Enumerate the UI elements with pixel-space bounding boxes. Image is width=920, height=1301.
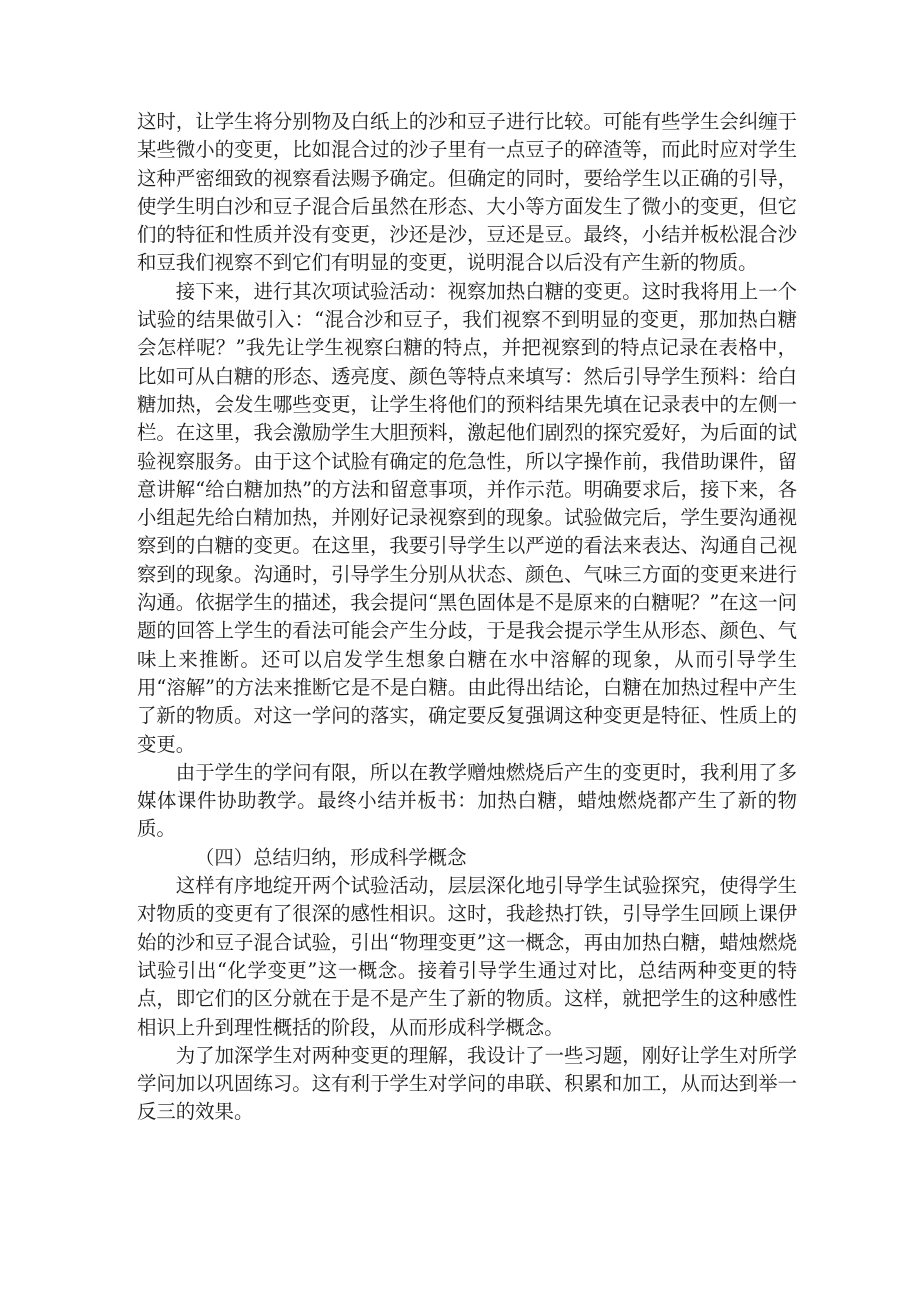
document-body xyxy=(137,108,797,1127)
paragraph-heating-sugar-experiment: 接下来，进行其次项试验活动：视察加热白糖的变更。这时我将用上一个试验的结果做引入：“混合沙和豆子，我们视察不到明显的变更，那加热白糖会怎样呢？”我先让学生视察臼糖的特点，并把视察到的特点记录在表格中，比如可从白糖的形态、透亮度、颜色等特点来填写：然后引导学生预料：给白糖加热，会发生哪些变更，让学生将他们的预料结果先填在记录表中的左侧一栏。在这里，我会激励学生大胆预料，激起他们剧烈的探究爱好，为后面的试验视察服务。由于这个试脸有确定的危急性，所以字操作前，我借助课件，留意讲解“给白糖加热”的方法和留意事项，并作示范。明确要求后，接下来，各小组起先给白精加热，并刚好记录视察到的现象。试验做完后，学生要沟通视察到的白糖的变更。在这里，我要引导学生以严逆的看法来表达、沟通自己视察到的现象。沟通时，引导学生分别从状态、颜色、气味三方面的变更来进行沟通。依据学生的描述，我会提问“黑色固体是不是原来的白糖呢？”在这一问题的回答上学生的看法可能会产生分歧，于是我会提示学生从形态、颜色、气味上来推断。还可以启发学生想象白糖在水中溶解的现象，从而引导学生用“溶解”的方法来推断它是不是白糖。由此得出结论，白糖在加热过程中产生了新的物质。对这一学问的落实，确定要反复强调这种变更是特征、性质上的变更。 xyxy=(137,279,797,756)
paragraph-sand-beans-comparison: 这时，让学生将分别物及白纸上的沙和豆子进行比较。可能有些学生会纠缠于某些微小的变更，比如混合过的沙子里有一点豆子的碎渣等，而此时应对学生这种严密细致的视察看法赐予确定。但确定的同时，要给学生以正确的引导，使学生明白沙和豆子混合后虽然在形态、大小等方面发生了微小的变更，但它们的特征和性质并没有变更，沙还是沙，豆还是豆。最终，小结并板松混合沙和豆我们视察不到它们有明显的变更，说明混合以后没有产生新的物质。 xyxy=(137,110,797,275)
section-heading: （四）总结归纳，形成科学概念 xyxy=(195,845,467,869)
paragraph-exercises: 为了加深学生对两种变更的理解，我设计了一些习题，刚好让学生对所学学问加以巩固练习。这有利于学生对学问的串联、积累和加工，从而达到举一反三的效果。 xyxy=(137,1043,797,1124)
paragraph-candle-burning: 由于学生的学问有限，所以在教学赠烛燃烧后产生的变更时，我利用了多媒体课件协助教学。最终小结并板书：加热白糖，蜡烛燃烧都产生了新的物质。 xyxy=(137,760,797,841)
paragraph-summary-concepts: 这样有序地绽开两个试验活动，层层深化地引导学生试验探究，使得学生对物质的变更有了很深的感性相识。这时，我趁热打铁，引导学生回顾上课伊始的沙和豆子混合试验，引出“物理变更”这一概念，再由加热白糖，蜡烛燃烧试验引出“化学变更”这一概念。接着引导学生通过对比，总结两种变更的特点，即它们的区分就在于是不是产生了新的物质。这样，就把学生的这种感性相识上升到理性概括的阶段，从而形成科学概念。 xyxy=(137,874,797,1039)
